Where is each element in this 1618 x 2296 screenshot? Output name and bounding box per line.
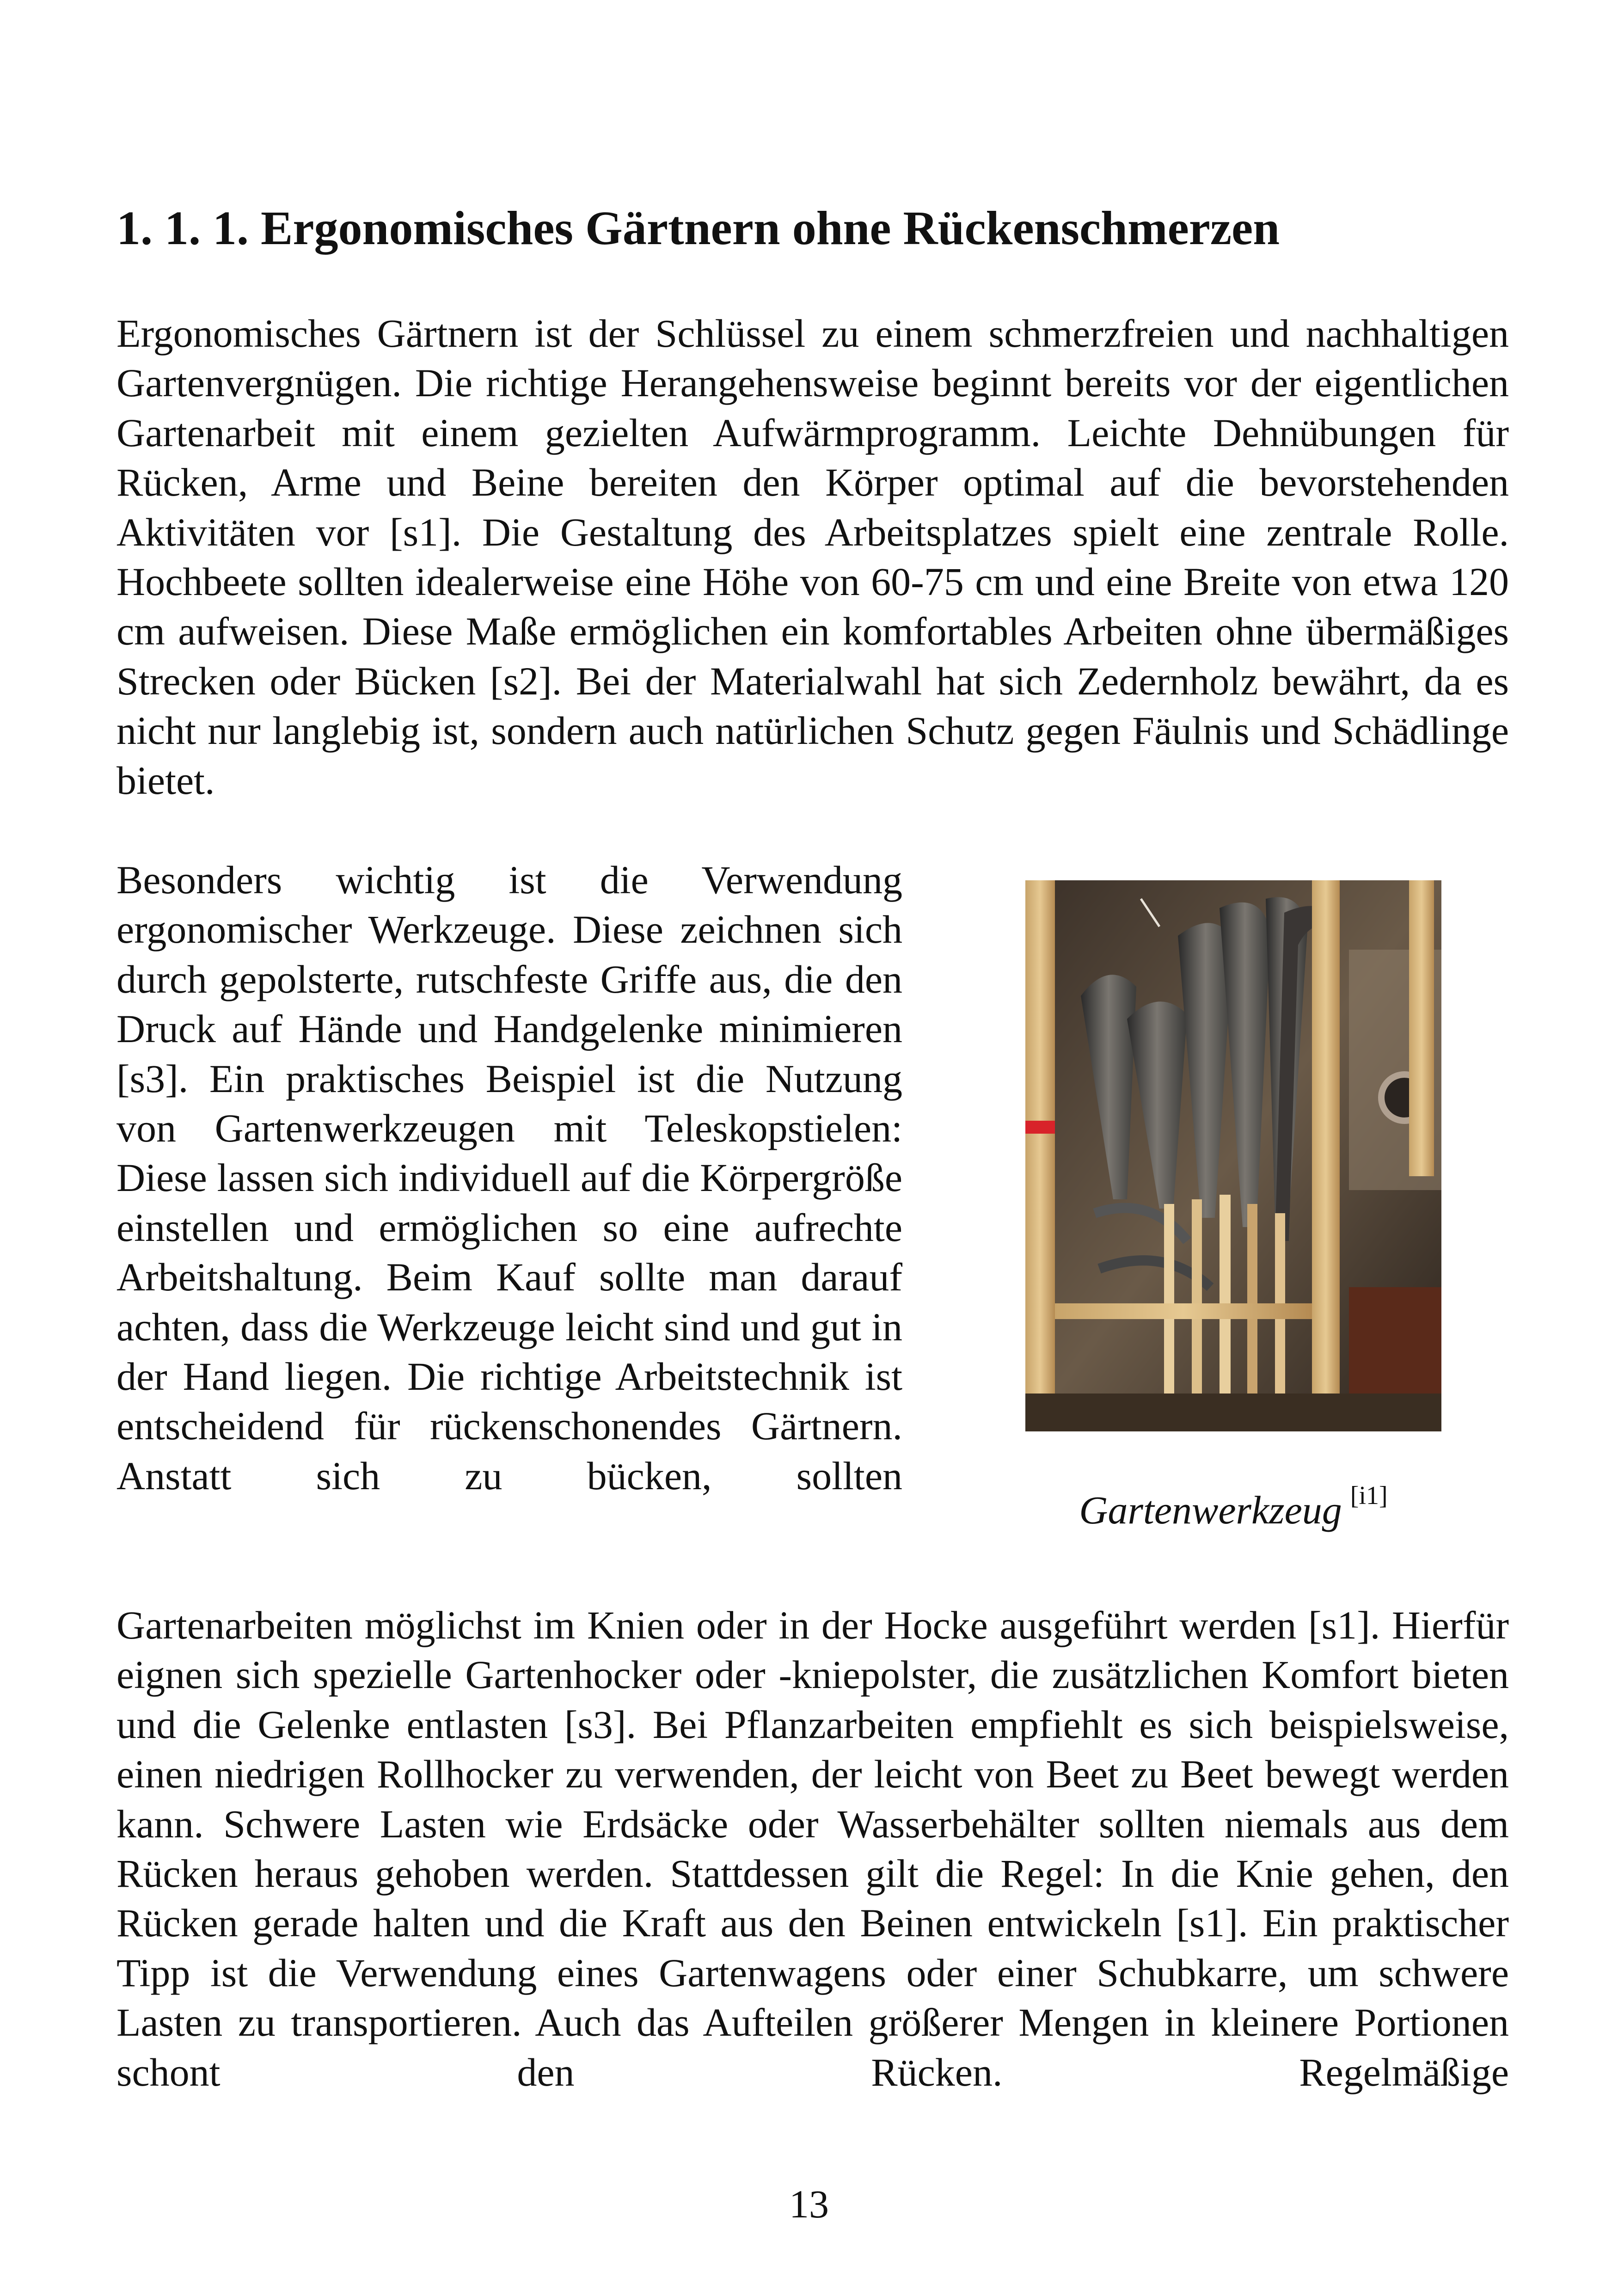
figure-reference: [i1] bbox=[1350, 1481, 1388, 1510]
figure-caption bbox=[1025, 1470, 1441, 1535]
page-number: 13 bbox=[789, 2182, 829, 2226]
section-heading: 1. 1. 1. Ergonomisches Gärtnern ohne Rückenschmerzen bbox=[116, 202, 1280, 255]
garden-tools-photo bbox=[1025, 880, 1441, 1431]
body-paragraph-continued: Gartenarbeiten möglichst im Knien oder in der Hocke ausgeführt werden [s1]. Hierfür eignen sich spezielle Gartenhocker oder -kniepolster, die zusätzlichen Komfort bieten und die Gelenke entlasten [s3]. Bei Pflanzarbeiten empfiehlt es sich beispielsweise, einen niedrigen Rollhocker zu verwenden, der leicht von Beet zu Beet bewegt werden kann. Schwere Lasten wie Erdsäcke oder Wasserbehälter sollten niemals aus dem Rücken heraus gehoben werden. Stattdessen gilt die Regel: In die Knie gehen, den Rücken gerade halten und die Kraft aus den Beinen entwickeln [s1]. Ein praktischer Tipp ist die Verwendung eines Gartenwagens oder einer Schubkarre, um schwere Lasten zu transportieren. Auch das Aufteilen größerer Mengen in kleinere Portionen schont den Rücken. Regelmäßige bbox=[116, 1603, 1509, 2094]
body-paragraph-intro: Ergonomisches Gärtnern ist der Schlüssel zu einem schmerzfreien und nachhaltigen Gartenvergnügen. Die richtige Herangehensweise beginnt bereits vor der eigentlichen Gartenarbeit mit einem gezielten Aufwärmprogramm. Leichte Dehnübungen für Rücken, Arme und Beine bereiten den Körper optimal auf die bevorstehenden Aktivitäten vor [s1]. Die Gestaltung des Arbeitsplatzes spielt eine zentrale Rolle. Hochbeete sollten idealerweise eine Höhe von 60-75 cm und eine Breite von etwa 120 cm aufweisen. Diese Maße ermöglichen ein komfortables Arbeiten ohne übermäßiges Strecken oder Bücken [s2]. Bei der Materialwahl hat sich Zedernholz bewährt, da es nicht nur langlebig ist, sondern auch natürlichen Schutz gegen Fäulnis und Schädlinge bietet. bbox=[116, 311, 1509, 803]
body-paragraph-wrapped-column: Besonders wichtig ist die Verwendung ergonomischer Werkzeuge. Diese zeichnen sich durch gepolsterte, rutschfeste Griffe aus, die den Druck auf Hände und Handgelenke minimieren [s3]. Ein praktisches Beispiel ist die Nutzung von Gartenwerkzeugen mit Teleskopstielen: Diese lassen sich individuell auf die Körpergröße einstellen und ermöglichen so eine aufrechte Arbeitshaltung. Beim Kauf sollte man darauf achten, dass die Werkzeuge leicht sind und gut in der Hand liegen. Die richtige Arbeitstechnik ist entscheidend für rückenschonendes Gärtnern. Anstatt sich zu bücken, sollten bbox=[116, 858, 902, 1498]
figure-caption-text: Gartenwerkzeug bbox=[1079, 1488, 1342, 1532]
photo-illustration bbox=[1025, 880, 1441, 1431]
